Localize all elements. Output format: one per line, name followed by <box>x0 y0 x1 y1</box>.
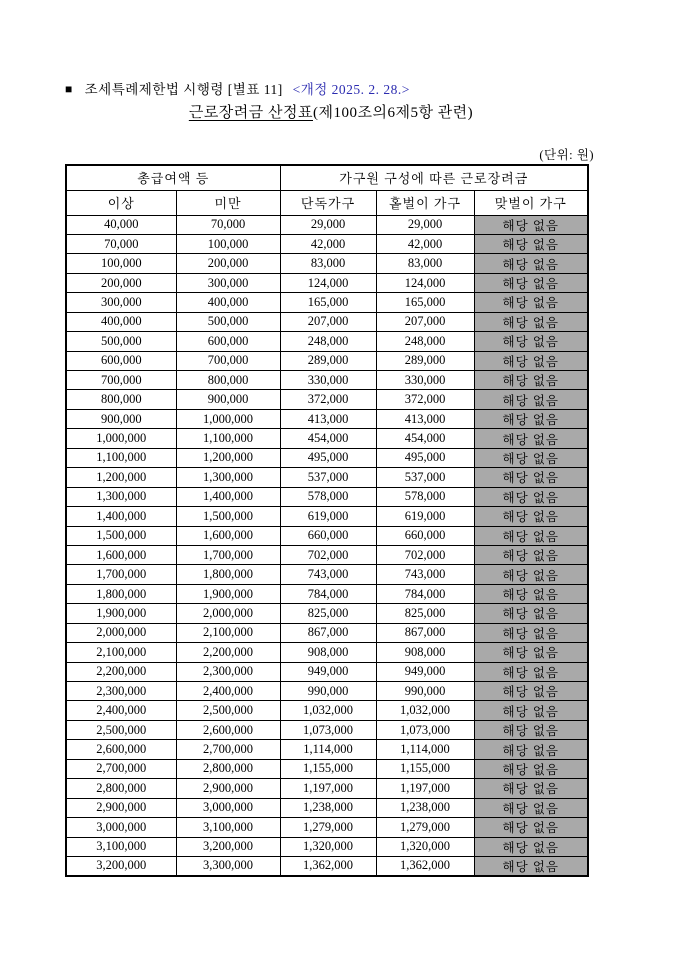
table-row <box>66 429 588 448</box>
amount-cell: 1,600,000 <box>66 545 176 564</box>
amount-cell: 800,000 <box>66 390 176 409</box>
amount-cell: 200,000 <box>66 273 176 292</box>
amount-cell: 2,200,000 <box>176 643 280 662</box>
column-header-single-earner-household: 홑벌이 가구 <box>376 190 474 215</box>
amount-cell: 2,900,000 <box>176 779 280 798</box>
not-applicable-cell: 해당 없음 <box>474 779 588 798</box>
amount-cell: 1,200,000 <box>176 448 280 467</box>
amount-cell: 2,500,000 <box>176 701 280 720</box>
amount-cell: 3,300,000 <box>176 856 280 876</box>
amount-cell: 1,114,000 <box>376 740 474 759</box>
amount-cell: 1,900,000 <box>176 584 280 603</box>
amount-cell: 578,000 <box>376 487 474 506</box>
not-applicable-cell: 해당 없음 <box>474 604 588 623</box>
column-header-single-household: 단독가구 <box>280 190 376 215</box>
amount-cell: 330,000 <box>280 371 376 390</box>
square-bullet-icon: ■ <box>65 81 73 96</box>
amount-cell: 70,000 <box>176 215 280 234</box>
amount-cell: 3,200,000 <box>66 856 176 876</box>
amount-cell: 289,000 <box>280 351 376 370</box>
table-body <box>66 215 588 876</box>
amount-cell: 300,000 <box>66 293 176 312</box>
amount-cell: 702,000 <box>280 545 376 564</box>
table-row <box>66 448 588 467</box>
amount-cell: 1,100,000 <box>66 448 176 467</box>
law-reference-text: 조세특례제한법 시행령 [별표 11] <box>84 81 283 97</box>
table-row <box>66 409 588 428</box>
amount-cell: 1,238,000 <box>280 798 376 817</box>
amount-cell: 2,100,000 <box>176 623 280 642</box>
amount-cell: 83,000 <box>376 254 474 273</box>
amount-cell: 2,300,000 <box>176 662 280 681</box>
group-header-gross-income: 총급여액 등 <box>66 165 280 190</box>
column-header-max: 미만 <box>176 190 280 215</box>
amount-cell: 1,032,000 <box>376 701 474 720</box>
amount-cell: 867,000 <box>280 623 376 642</box>
amount-cell: 1,155,000 <box>376 759 474 778</box>
table-row <box>66 837 588 856</box>
amount-cell: 2,700,000 <box>66 759 176 778</box>
amount-cell: 1,700,000 <box>66 565 176 584</box>
amount-cell: 42,000 <box>376 234 474 253</box>
amount-cell: 3,100,000 <box>176 818 280 837</box>
not-applicable-cell: 해당 없음 <box>474 623 588 642</box>
amount-cell: 413,000 <box>376 409 474 428</box>
amount-cell: 578,000 <box>280 487 376 506</box>
table-row <box>66 565 588 584</box>
table-row <box>66 584 588 603</box>
amount-cell: 124,000 <box>376 273 474 292</box>
not-applicable-cell: 해당 없음 <box>474 584 588 603</box>
amount-cell: 454,000 <box>376 429 474 448</box>
amount-cell: 1,279,000 <box>376 818 474 837</box>
amount-cell: 2,600,000 <box>66 740 176 759</box>
unit-note: (단위: 원) <box>539 148 594 162</box>
amount-cell: 2,000,000 <box>66 623 176 642</box>
amount-cell: 372,000 <box>280 390 376 409</box>
law-reference-line <box>65 78 410 98</box>
amount-cell: 1,362,000 <box>376 856 474 876</box>
document-title <box>0 101 662 122</box>
table-row <box>66 332 588 351</box>
amount-cell: 2,100,000 <box>66 643 176 662</box>
table-row <box>66 351 588 370</box>
eitc-calculation-table <box>65 164 589 877</box>
not-applicable-cell: 해당 없음 <box>474 759 588 778</box>
not-applicable-cell: 해당 없음 <box>474 487 588 506</box>
amount-cell: 100,000 <box>176 234 280 253</box>
amount-cell: 495,000 <box>376 448 474 467</box>
amount-cell: 1,155,000 <box>280 759 376 778</box>
not-applicable-cell: 해당 없음 <box>474 234 588 253</box>
not-applicable-cell: 해당 없음 <box>474 371 588 390</box>
amount-cell: 2,400,000 <box>66 701 176 720</box>
not-applicable-cell: 해당 없음 <box>474 740 588 759</box>
amount-cell: 2,900,000 <box>66 798 176 817</box>
amount-cell: 207,000 <box>280 312 376 331</box>
amount-cell: 3,000,000 <box>66 818 176 837</box>
table-row <box>66 545 588 564</box>
amount-cell: 413,000 <box>280 409 376 428</box>
amount-cell: 867,000 <box>376 623 474 642</box>
amount-cell: 1,500,000 <box>66 526 176 545</box>
amount-cell: 165,000 <box>376 293 474 312</box>
table-row <box>66 682 588 701</box>
amount-cell: 2,200,000 <box>66 662 176 681</box>
amount-cell: 825,000 <box>376 604 474 623</box>
table-row <box>66 818 588 837</box>
column-header-dual-earner-household: 맞벌이 가구 <box>474 190 588 215</box>
amount-cell: 1,320,000 <box>280 837 376 856</box>
table-row <box>66 293 588 312</box>
amount-cell: 1,197,000 <box>280 779 376 798</box>
not-applicable-cell: 해당 없음 <box>474 429 588 448</box>
table-row <box>66 623 588 642</box>
amount-cell: 1,073,000 <box>376 720 474 739</box>
amount-cell: 784,000 <box>376 584 474 603</box>
document-title-reference: (제100조의6제5항 관련) <box>313 105 474 121</box>
amount-cell: 1,900,000 <box>66 604 176 623</box>
table-row <box>66 740 588 759</box>
amount-cell: 619,000 <box>376 507 474 526</box>
amount-cell: 3,200,000 <box>176 837 280 856</box>
amount-cell: 1,700,000 <box>176 545 280 564</box>
table-row <box>66 720 588 739</box>
amount-cell: 743,000 <box>280 565 376 584</box>
amount-cell: 100,000 <box>66 254 176 273</box>
not-applicable-cell: 해당 없음 <box>474 507 588 526</box>
amount-cell: 800,000 <box>176 371 280 390</box>
amount-cell: 949,000 <box>376 662 474 681</box>
amount-cell: 200,000 <box>176 254 280 273</box>
not-applicable-cell: 해당 없음 <box>474 837 588 856</box>
amount-cell: 949,000 <box>280 662 376 681</box>
amount-cell: 70,000 <box>66 234 176 253</box>
amount-cell: 2,700,000 <box>176 740 280 759</box>
group-header-row <box>66 165 588 190</box>
table-row <box>66 701 588 720</box>
amount-cell: 1,073,000 <box>280 720 376 739</box>
table-row <box>66 487 588 506</box>
amount-cell: 454,000 <box>280 429 376 448</box>
amount-cell: 1,800,000 <box>66 584 176 603</box>
table-row <box>66 390 588 409</box>
amount-cell: 784,000 <box>280 584 376 603</box>
amount-cell: 1,197,000 <box>376 779 474 798</box>
amount-cell: 300,000 <box>176 273 280 292</box>
not-applicable-cell: 해당 없음 <box>474 448 588 467</box>
table-row <box>66 371 588 390</box>
amount-cell: 248,000 <box>376 332 474 351</box>
amount-cell: 372,000 <box>376 390 474 409</box>
not-applicable-cell: 해당 없음 <box>474 312 588 331</box>
not-applicable-cell: 해당 없음 <box>474 468 588 487</box>
amount-cell: 600,000 <box>66 351 176 370</box>
group-header-credit-by-household: 가구원 구성에 따른 근로장려금 <box>280 165 588 190</box>
column-header-min: 이상 <box>66 190 176 215</box>
amount-cell: 1,400,000 <box>66 507 176 526</box>
not-applicable-cell: 해당 없음 <box>474 390 588 409</box>
amount-cell: 1,238,000 <box>376 798 474 817</box>
amount-cell: 700,000 <box>176 351 280 370</box>
amount-cell: 2,800,000 <box>66 779 176 798</box>
amount-cell: 908,000 <box>280 643 376 662</box>
amount-cell: 3,100,000 <box>66 837 176 856</box>
table-row <box>66 215 588 234</box>
amount-cell: 1,320,000 <box>376 837 474 856</box>
table-row <box>66 234 588 253</box>
not-applicable-cell: 해당 없음 <box>474 701 588 720</box>
not-applicable-cell: 해당 없음 <box>474 254 588 273</box>
amount-cell: 29,000 <box>280 215 376 234</box>
amount-cell: 1,362,000 <box>280 856 376 876</box>
amount-cell: 330,000 <box>376 371 474 390</box>
not-applicable-cell: 해당 없음 <box>474 526 588 545</box>
amount-cell: 700,000 <box>66 371 176 390</box>
amount-cell: 1,300,000 <box>176 468 280 487</box>
amount-cell: 1,000,000 <box>66 429 176 448</box>
table-row <box>66 312 588 331</box>
amount-cell: 1,600,000 <box>176 526 280 545</box>
table-row <box>66 273 588 292</box>
amount-cell: 1,114,000 <box>280 740 376 759</box>
table-row <box>66 856 588 876</box>
table-row <box>66 643 588 662</box>
amount-cell: 400,000 <box>66 312 176 331</box>
amount-cell: 990,000 <box>376 682 474 701</box>
document-title-underlined: 근로장려금 산정표 <box>188 105 313 121</box>
amount-cell: 40,000 <box>66 215 176 234</box>
not-applicable-cell: 해당 없음 <box>474 565 588 584</box>
not-applicable-cell: 해당 없음 <box>474 273 588 292</box>
not-applicable-cell: 해당 없음 <box>474 215 588 234</box>
table-row <box>66 507 588 526</box>
not-applicable-cell: 해당 없음 <box>474 545 588 564</box>
not-applicable-cell: 해당 없음 <box>474 332 588 351</box>
amount-cell: 900,000 <box>66 409 176 428</box>
amount-cell: 248,000 <box>280 332 376 351</box>
table-row <box>66 798 588 817</box>
table-row <box>66 468 588 487</box>
not-applicable-cell: 해당 없음 <box>474 351 588 370</box>
amount-cell: 400,000 <box>176 293 280 312</box>
amount-cell: 900,000 <box>176 390 280 409</box>
amount-cell: 1,800,000 <box>176 565 280 584</box>
amount-cell: 1,500,000 <box>176 507 280 526</box>
amount-cell: 165,000 <box>280 293 376 312</box>
amount-cell: 537,000 <box>376 468 474 487</box>
amount-cell: 2,000,000 <box>176 604 280 623</box>
amount-cell: 990,000 <box>280 682 376 701</box>
table-row <box>66 254 588 273</box>
amount-cell: 2,400,000 <box>176 682 280 701</box>
revision-note: <개정 2025. 2. 28.> <box>292 81 410 97</box>
amount-cell: 537,000 <box>280 468 376 487</box>
amount-cell: 600,000 <box>176 332 280 351</box>
not-applicable-cell: 해당 없음 <box>474 798 588 817</box>
amount-cell: 702,000 <box>376 545 474 564</box>
amount-cell: 42,000 <box>280 234 376 253</box>
amount-cell: 1,200,000 <box>66 468 176 487</box>
amount-cell: 1,000,000 <box>176 409 280 428</box>
amount-cell: 495,000 <box>280 448 376 467</box>
amount-cell: 500,000 <box>176 312 280 331</box>
not-applicable-cell: 해당 없음 <box>474 662 588 681</box>
amount-cell: 207,000 <box>376 312 474 331</box>
not-applicable-cell: 해당 없음 <box>474 856 588 876</box>
amount-cell: 1,300,000 <box>66 487 176 506</box>
amount-cell: 3,000,000 <box>176 798 280 817</box>
table-row <box>66 662 588 681</box>
amount-cell: 660,000 <box>376 526 474 545</box>
amount-cell: 2,500,000 <box>66 720 176 739</box>
amount-cell: 1,100,000 <box>176 429 280 448</box>
amount-cell: 1,032,000 <box>280 701 376 720</box>
amount-cell: 1,279,000 <box>280 818 376 837</box>
not-applicable-cell: 해당 없음 <box>474 293 588 312</box>
not-applicable-cell: 해당 없음 <box>474 720 588 739</box>
table-row <box>66 604 588 623</box>
table-row <box>66 526 588 545</box>
amount-cell: 83,000 <box>280 254 376 273</box>
amount-cell: 500,000 <box>66 332 176 351</box>
table-header <box>66 165 588 215</box>
not-applicable-cell: 해당 없음 <box>474 818 588 837</box>
table-row <box>66 759 588 778</box>
amount-cell: 619,000 <box>280 507 376 526</box>
amount-cell: 124,000 <box>280 273 376 292</box>
column-header-row <box>66 190 588 215</box>
amount-cell: 29,000 <box>376 215 474 234</box>
not-applicable-cell: 해당 없음 <box>474 643 588 662</box>
amount-cell: 743,000 <box>376 565 474 584</box>
amount-cell: 289,000 <box>376 351 474 370</box>
not-applicable-cell: 해당 없음 <box>474 409 588 428</box>
amount-cell: 825,000 <box>280 604 376 623</box>
amount-cell: 2,800,000 <box>176 759 280 778</box>
amount-cell: 2,300,000 <box>66 682 176 701</box>
amount-cell: 908,000 <box>376 643 474 662</box>
amount-cell: 660,000 <box>280 526 376 545</box>
not-applicable-cell: 해당 없음 <box>474 682 588 701</box>
amount-cell: 1,400,000 <box>176 487 280 506</box>
table-row <box>66 779 588 798</box>
amount-cell: 2,600,000 <box>176 720 280 739</box>
